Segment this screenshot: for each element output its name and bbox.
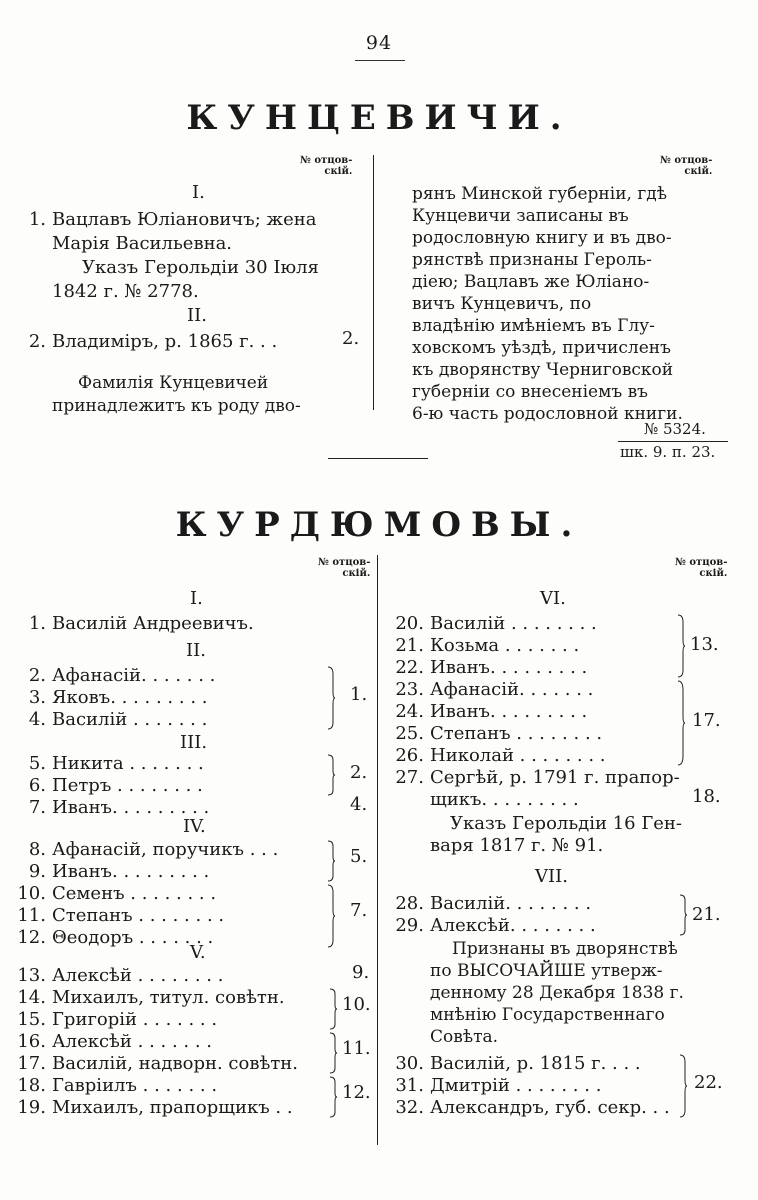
- entry-23: 23. Афанасій. . . . . . .: [395, 679, 594, 700]
- archive-shelf: шк. 9. п. 23.: [620, 443, 716, 461]
- father-ref: 21.: [692, 904, 721, 925]
- decree-line2: варя 1817 г. № 91.: [430, 835, 604, 856]
- generation-heading: III.: [180, 732, 208, 753]
- brace: [328, 1032, 338, 1074]
- brace: [676, 614, 686, 678]
- section-title-kurdyumovy: КУРДЮМОВЫ.: [175, 505, 583, 545]
- father-ref: 4.: [350, 794, 368, 815]
- entry-12: 12. Θеодоръ . . . . . . .: [17, 927, 214, 948]
- nobility-note-line5: Совѣта.: [430, 1027, 499, 1047]
- section-separator: [328, 458, 428, 459]
- entry-19: 19. Михаилъ, прапорщикъ . .: [17, 1097, 293, 1118]
- archive-number: № 5324.: [644, 420, 706, 438]
- entry-2: 2. Владиміръ, р. 1865 г. . .: [28, 331, 278, 352]
- nobility-note-line1: Признаны въ дворянствѣ: [452, 939, 678, 959]
- column-header-right: № отцов- скій.: [660, 155, 713, 177]
- brace: [678, 1054, 688, 1118]
- father-ref: 2.: [350, 762, 368, 783]
- entry-2: 2. Афанасій. . . . . . .: [28, 665, 216, 686]
- brace: [326, 840, 336, 882]
- page-number: 94: [365, 32, 393, 54]
- entry-1-decree: Указъ Герольдіи 30 Іюля: [82, 257, 319, 278]
- entry-5: 5. Никита . . . . . . .: [28, 753, 204, 774]
- entry-6: 6. Петръ . . . . . . . .: [28, 775, 203, 796]
- father-ref: 13.: [690, 634, 719, 655]
- entry-15: 15. Григорій . . . . . . .: [17, 1009, 218, 1030]
- decree-line1: Указъ Герольдіи 16 Ген-: [450, 813, 682, 834]
- brace: [676, 680, 686, 766]
- column-divider: [373, 155, 374, 410]
- nobility-note-line4: мнѣнію Государственнаго: [430, 1005, 665, 1025]
- entry-27: 27. Сергѣй, р. 1791 г. прапор-: [395, 767, 680, 788]
- entry-31: 31. Дмитрій . . . . . . . .: [395, 1075, 602, 1096]
- generation-heading: I.: [192, 182, 205, 203]
- section-title-kuntsevichi: КУНЦЕВИЧИ.: [186, 98, 572, 138]
- note-right: рянъ Минской губерніи, гдѣ Кунцевичи записаны въ родословную книгу и въ дво- рянствѣ признаны Героль- діею; Вацлавъ же Юліано- вичъ Кунцевичъ, по владѣнію имѣніемъ въ Глу- ховскомъ уѣздѣ, причисленъ къ дворянству Черниговской губерніи со внесеніемъ въ 6-ю часть родословной книги.: [412, 184, 683, 424]
- note-left-line1: Фамилія Кунцевичей: [78, 373, 269, 393]
- entry-16: 16. Алексѣй . . . . . . .: [17, 1031, 213, 1052]
- entry-4: 4. Василій . . . . . . .: [28, 709, 208, 730]
- column-header-left: № отцов- скій.: [318, 557, 371, 579]
- archive-rule: [618, 441, 728, 442]
- generation-heading: II.: [187, 305, 207, 326]
- father-ref: 10.: [342, 994, 371, 1015]
- generation-heading: I.: [190, 588, 203, 609]
- entry-17: 17. Василій, надворн. совѣтн.: [17, 1053, 298, 1074]
- father-ref: 7.: [350, 900, 368, 921]
- entry-21: 21. Козьма . . . . . . .: [395, 635, 580, 656]
- father-ref: 18.: [692, 786, 721, 807]
- entry-1-line2: Марія Васильевна.: [52, 233, 233, 254]
- generation-heading: V.: [190, 942, 206, 963]
- entry-32: 32. Александръ, губ. секр. . .: [395, 1097, 670, 1118]
- generation-heading: VII.: [535, 866, 568, 887]
- entry-1: 1. Василій Андреевичъ.: [28, 613, 254, 634]
- entry-25: 25. Степанъ . . . . . . . .: [395, 723, 603, 744]
- entry-1-decree-date: 1842 г. № 2778.: [52, 281, 199, 302]
- father-ref: 1.: [350, 684, 368, 705]
- father-ref: 12.: [342, 1082, 371, 1103]
- father-ref: 2.: [342, 328, 360, 349]
- entry-14: 14. Михаилъ, титул. совѣтн.: [17, 987, 285, 1008]
- father-ref: 11.: [342, 1038, 371, 1059]
- entry-3: 3. Яковъ. . . . . . . . .: [28, 687, 208, 708]
- nobility-note-line3: денному 28 Декабря 1838 г.: [430, 983, 684, 1003]
- note-left-line2: принадлежитъ къ роду дво-: [52, 396, 301, 416]
- entry-18: 18. Гавріилъ . . . . . . .: [17, 1075, 218, 1096]
- entry-13: 13. Алексѣй . . . . . . . .: [17, 965, 224, 986]
- entry-7: 7. Иванъ. . . . . . . . .: [28, 797, 210, 818]
- entry-26: 26. Николай . . . . . . . .: [395, 745, 606, 766]
- brace: [328, 1076, 338, 1118]
- nobility-note-line2: по ВЫСОЧАЙШЕ утверж-: [430, 961, 663, 981]
- column-header-right: № отцов- скій.: [675, 557, 728, 579]
- entry-20: 20. Василій . . . . . . . .: [395, 613, 597, 634]
- page-number-rule: [355, 60, 405, 61]
- entry-27-cont: щикъ. . . . . . . . .: [430, 789, 579, 810]
- entry-11: 11. Степанъ . . . . . . . .: [17, 905, 225, 926]
- entry-30: 30. Василій, р. 1815 г. . . .: [395, 1053, 641, 1074]
- entry-22: 22. Иванъ. . . . . . . . .: [395, 657, 588, 678]
- entry-29: 29. Алексѣй. . . . . . . .: [395, 915, 596, 936]
- entry-8: 8. Афанасій, поручикъ . . .: [28, 839, 279, 860]
- brace: [678, 894, 688, 936]
- entry-1: 1. Вацлавъ Юліановичъ; жена: [28, 209, 317, 230]
- father-ref: 22.: [694, 1072, 723, 1093]
- brace: [328, 988, 338, 1030]
- father-ref: 17.: [692, 710, 721, 731]
- father-ref: 5.: [350, 846, 368, 867]
- father-ref: 9.: [352, 962, 370, 983]
- brace: [326, 754, 336, 796]
- generation-heading: II.: [186, 640, 206, 661]
- entry-9: 9. Иванъ. . . . . . . . .: [28, 861, 210, 882]
- entry-10: 10. Семенъ . . . . . . . .: [17, 883, 217, 904]
- column-divider: [377, 555, 378, 1145]
- brace: [326, 666, 336, 730]
- generation-heading: VI.: [540, 588, 566, 609]
- entry-28: 28. Василій. . . . . . . .: [395, 893, 592, 914]
- generation-heading: IV.: [183, 816, 206, 837]
- entry-24: 24. Иванъ. . . . . . . . .: [395, 701, 588, 722]
- brace: [326, 884, 336, 948]
- column-header-left: № отцов- скій.: [300, 155, 353, 177]
